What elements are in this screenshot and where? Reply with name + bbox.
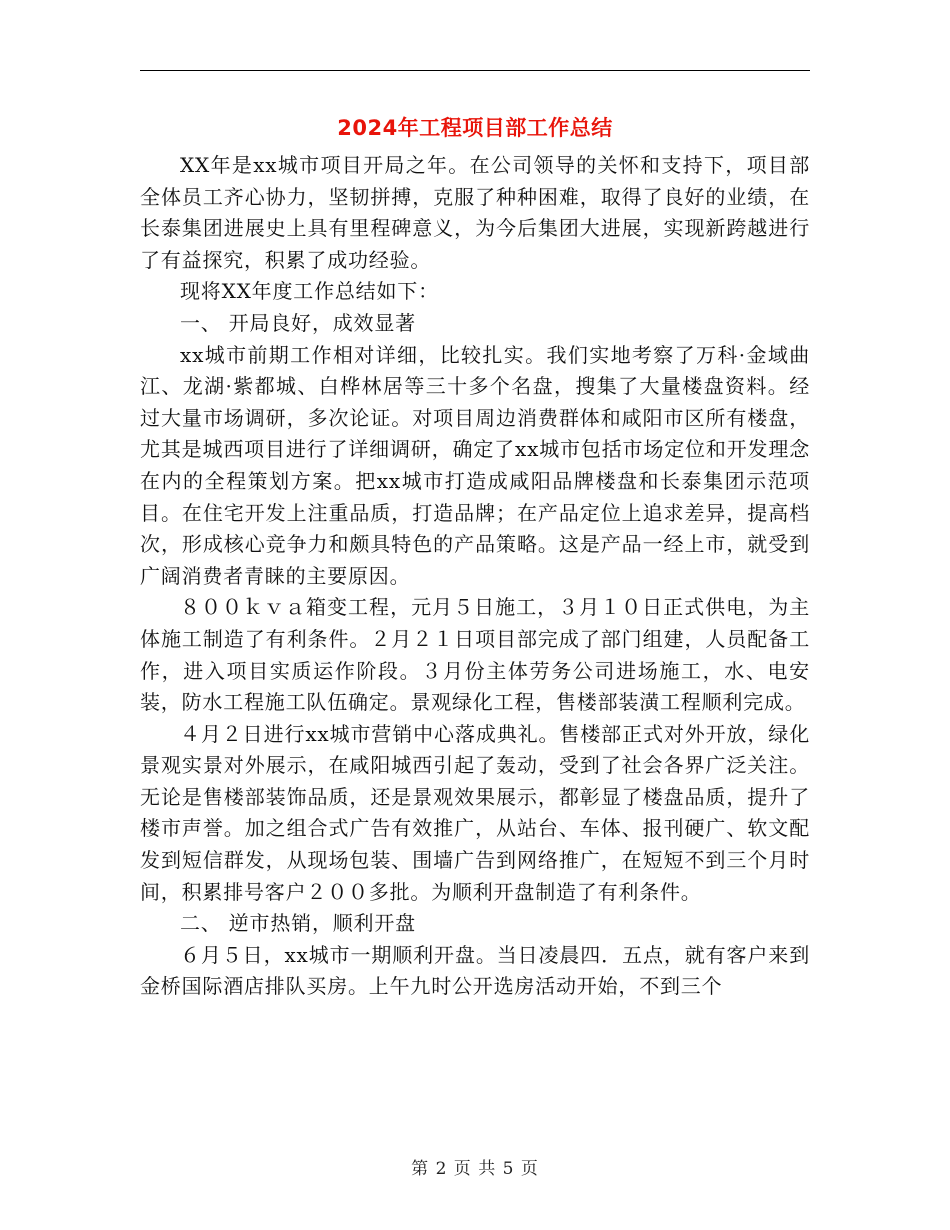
page-footer: 第 2 页 共 5 页 bbox=[411, 1159, 539, 1179]
document-title: 2024年工程项目部工作总结 bbox=[337, 116, 613, 140]
document-body bbox=[140, 150, 810, 1003]
paragraph-opening: ６月５日，xx城市一期顺利开盘。当日凌晨四．五点，就有客户来到金桥国际酒店排队买房。上午九时公开选房活动开始，不到三个 bbox=[140, 942, 810, 999]
paragraph-preliminary-work: xx城市前期工作相对详细，比较扎实。我们实地考察了万科·金域曲江、龙湖·紫都城、白桦林居等三十多个名盘，搜集了大量楼盘资料。经过大量市场调研，多次论证。对项目周边消费群体和咸阳市区所有楼盘，尤其是城西项目进行了详细调研，确定了xx城市包括市场定位和开发理念在内的全程策划方案。把xx城市打造成咸阳品牌楼盘和长泰集团示范项目。在住宅开发上注重品质，打造品牌；在产品定位上追求差异，提高档次，形成核心竞争力和颇具特色的产品策略。这是产品一经上市，就受到广阔消费者青睐的主要原因。 bbox=[140, 342, 810, 588]
header-rule bbox=[140, 70, 810, 71]
paragraph-sales-center: ４月２日进行xx城市营销中心落成典礼。售楼部正式对外开放，绿化景观实景对外展示，在咸阳城西引起了轰动，受到了社会各界广泛关注。无论是售楼部装饰品质，还是景观效果展示，都彰显了楼盘品质，提升了楼市声誉。加之组合式广告有效推广，从站台、车体、报刊硬广、软文配发到短信群发，从现场包装、围墙广告到网络推广，在短短不到三个月时间，积累排号客户２００多批。为顺利开盘制造了有利条件。 bbox=[140, 721, 810, 904]
section-heading-2: 二、 逆市热销，顺利开盘 bbox=[180, 911, 416, 936]
paragraph-intro: XX年是xx城市项目开局之年。在公司领导的关怀和支持下，项目部全体员工齐心协力，坚韧拼搏，克服了种种困难，取得了良好的业绩，在长泰集团进展史上具有里程碑意义，为今后集团大进展，实现新跨越进行了有益探究，积累了成功经验。 bbox=[140, 153, 810, 272]
section-heading-1: 一、 开局良好，成效显著 bbox=[180, 310, 416, 335]
paragraph-summary-lead: 现将XX年度工作总结如下： bbox=[180, 279, 439, 304]
paragraph-transformer-project: ８００ｋｖａ箱变工程，元月５日施工，３月１０日正式供电，为主体施工制造了有利条件。２月２１日项目部完成了部门组建，人员配备工作，进入项目实质运作阶段。３月份主体劳务公司进场施工，水、电安装，防水工程施工队伍确定。景观绿化工程，售楼部装潢工程顺利完成。 bbox=[140, 595, 810, 715]
